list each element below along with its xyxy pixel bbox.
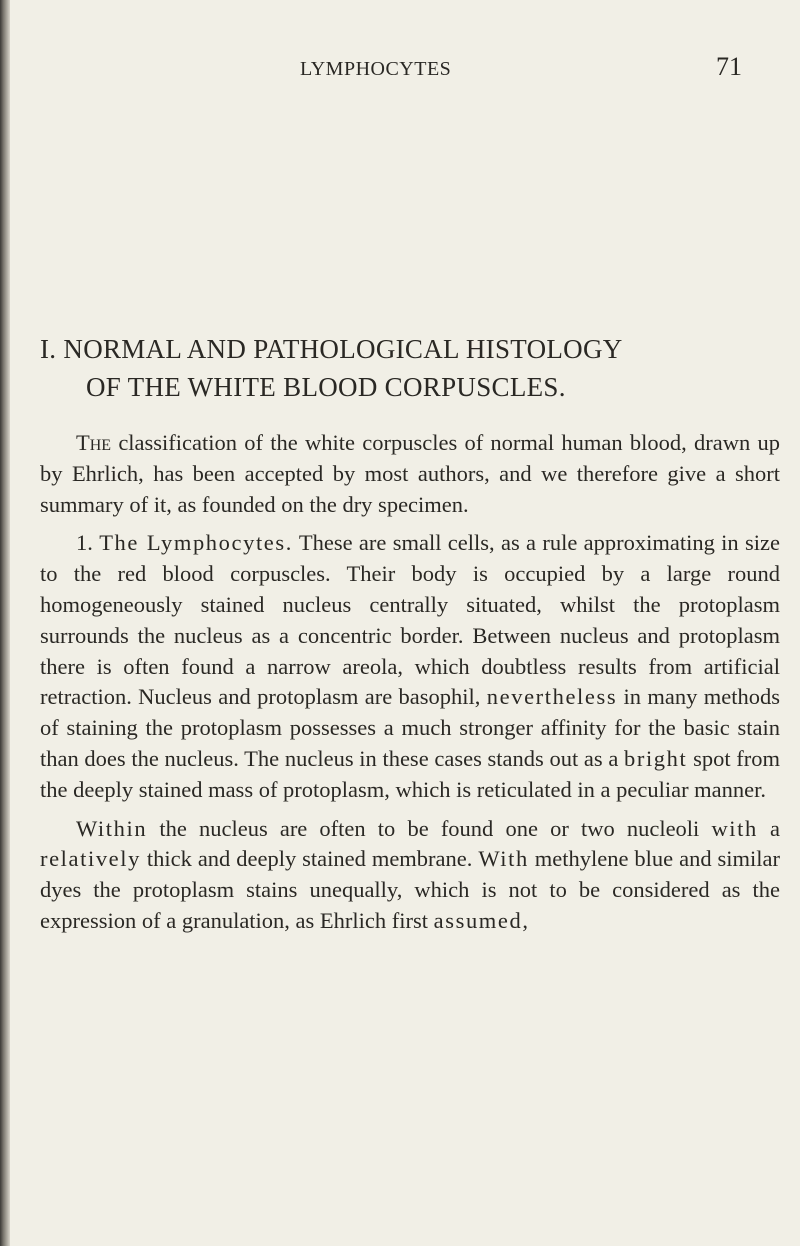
body-text <box>40 428 780 937</box>
paragraph-lymphocytes <box>40 528 780 805</box>
paragraph-text: spot from the deeply stained mass of protoplasm, which is reticulated in a peculiar manner. <box>40 745 780 802</box>
paragraph-spaced-word: Within <box>76 815 148 841</box>
page-binding-edge <box>0 0 10 1246</box>
paragraph-nucleoli <box>40 814 780 937</box>
paragraph-lead-word: The <box>76 430 112 455</box>
page-number: 71 <box>716 52 742 81</box>
running-head: LYMPHOCYTES <box>300 58 452 80</box>
paragraph-spaced-word: with <box>711 815 758 841</box>
paragraph-text: a <box>757 815 780 841</box>
paragraph-spaced-word: assumed <box>433 907 523 933</box>
paragraph-text: These are small cells, as a rule approximating in size to the red blood corpuscles. Their body is occupied by a large round homogeneously stained nucleus centrally situated, whilst the protoplasm surrounds the nucleus as a concentric border. Between nucleus and protoplasm there is often found a narrow areola, which doubtless results from artificial retraction. Nucleus and protoplasm are basophil, <box>40 530 780 710</box>
paragraph-text: , <box>522 907 528 933</box>
paragraph-text: classification of the white corpuscles of normal human blood, drawn up by Ehrlich, has been accepted by most authors, and we therefore give a short summary of it, as founded on the dry specimen. <box>40 430 780 517</box>
section-title-line-1: I. NORMAL AND PATHOLOGICAL HISTOLOGY <box>40 334 623 364</box>
paragraph-text: methylene blue and similar dyes the protoplasm stains unequally, which is not to be considered as the expression of a granulation, as Ehrlich first <box>40 846 780 933</box>
paragraph-spaced-word: bright <box>624 745 688 771</box>
paragraph-text: in many methods of staining the protoplasm possesses a much stronger affinity for the basic stain than does the nucleus. The nucleus in these cases stands out as a <box>40 684 780 771</box>
paragraph-text: the nucleus are often to be found one or two nucleoli <box>147 815 712 841</box>
list-number: 1. <box>76 530 93 556</box>
section-title <box>40 330 780 406</box>
section-title-line-2: OF THE WHITE BLOOD CORPUSCLES. <box>86 372 566 402</box>
subsection-heading: The Lymphocytes. <box>99 530 293 556</box>
paragraph-text: thick and deeply stained membrane. <box>140 846 479 872</box>
paragraph-spaced-word: nevertheless <box>486 684 618 710</box>
paragraph-spaced-word: relatively <box>40 846 141 872</box>
paragraph-intro <box>40 428 780 520</box>
paragraph-spaced-word: With <box>478 846 529 872</box>
